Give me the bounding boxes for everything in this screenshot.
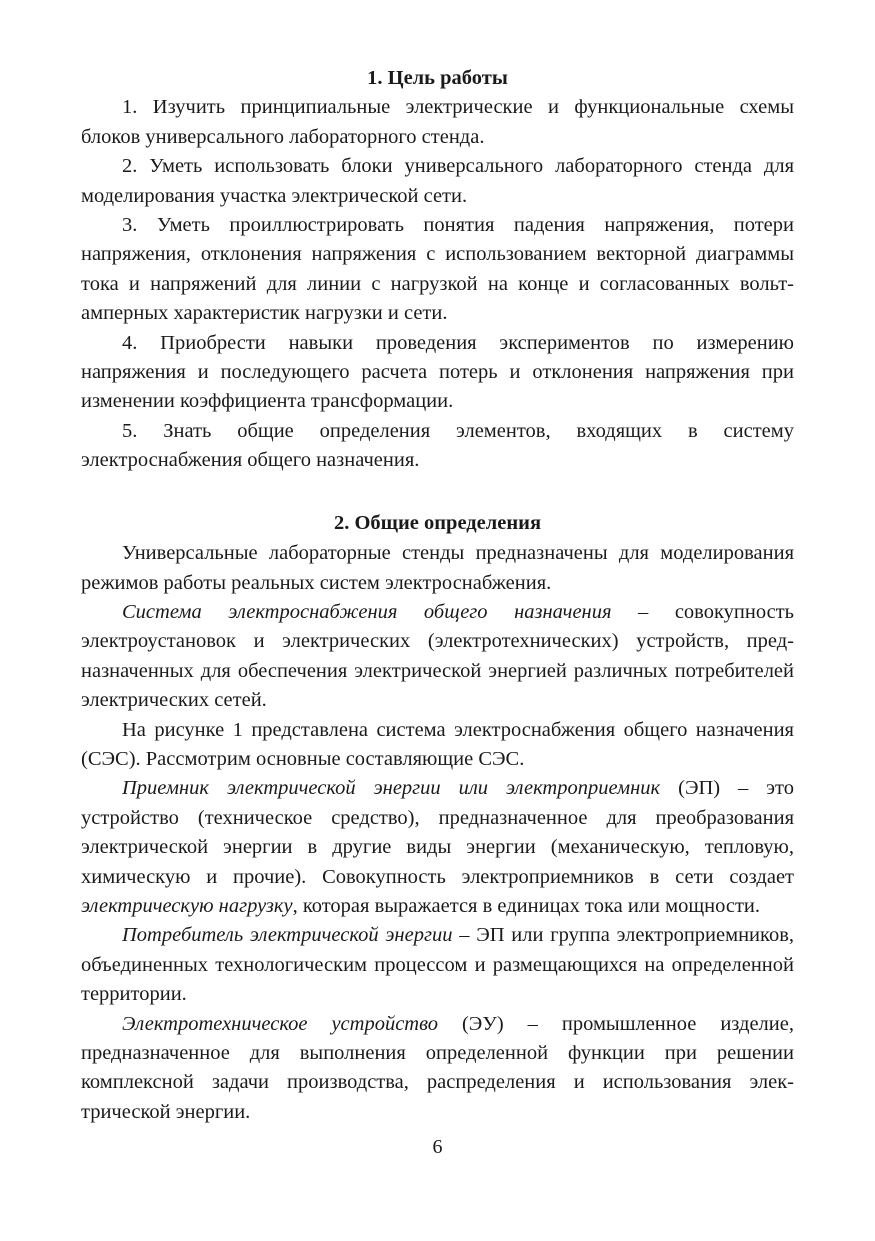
term-consumer: Потребитель электрической энергии [122, 924, 453, 947]
term-ep: Приемник электрической энергии или электроприемник [122, 777, 661, 800]
definition-eu-text: (ЭУ) – промышленное изделие, предназначенное для выполнения определенной функции при решении комплексной задачи производства, распределения и использования электрической энергии. [81, 1012, 794, 1123]
page-number: 6 [432, 1136, 443, 1158]
definition-ep-end: , которая выражается в единицах тока или мощности. [292, 894, 761, 917]
definition-ses-text: – совокупность электроустановок и электрических (электротехнических) устройств, предназначенных для обеспечения электрической энергией различных потребителей электрических сетей. [81, 600, 794, 712]
definitions-intro: Универсальные лабораторные стенды предназначены для моделирования режимов работы реальных систем электроснабжения. [81, 542, 794, 594]
goal-item-5: 5. Знать общие определения элементов, входящих в систему электроснабжения общего назначения. [81, 419, 794, 472]
goal-item-4: 4. Приобрести навыки проведения экспериментов по измерению напряжения и последующего расчета потерь и отклонения напряжения при изменении коэффициента трансформации. [81, 331, 794, 413]
term-load: электрическую нагрузку [81, 894, 293, 917]
definition-consumer [81, 921, 794, 1009]
definition-ep [81, 774, 794, 921]
term-eu: Электротехническое устройство [122, 1012, 438, 1035]
definition-ses [81, 598, 794, 716]
goal-item-1: 1. Изучить принципиальные электрические и функциональные схемы блоков универсального лабораторного стенда. [81, 96, 794, 148]
document-page [81, 64, 794, 1127]
definition-ep-text: (ЭП) – это устройство (техническое средство), предназначенное для преобразования электрической энергии в другие виды энергии (механическую, тепловую, химическую и прочие). Совокупность электроприемников в сети создает [81, 777, 795, 888]
goal-item-3: 3. Уметь проиллюстрировать понятия падения напряжения, потери напряжения, отклонения напряжения с использованием векторной диаграммы тока и напряжений для линии с нагрузкой на конце и согласованных вольт-амперных характеристик нагрузки и сети. [81, 214, 794, 325]
section-title-goal: 1. Цель работы [367, 67, 508, 89]
term-ses: Система электроснабжения общего назначения [122, 600, 612, 623]
section-goal [81, 64, 794, 476]
section-definitions [81, 509, 794, 1128]
section-title-definitions: 2. Общие определения [333, 511, 542, 534]
definition-eu [81, 1010, 794, 1128]
definition-consumer-text: – ЭП или группа электроприемников, объединенных технологическим процессом и размещающихся на определенной территории. [81, 924, 794, 1006]
goal-item-2: 2. Уметь использовать блоки универсального лабораторного стенда для моделирования участка электрической сети. [81, 155, 794, 207]
figure-reference: На рисунке 1 представлена система электроснабжения общего назначения (СЭС). Рассмотрим основные составляющие СЭС. [81, 718, 794, 770]
